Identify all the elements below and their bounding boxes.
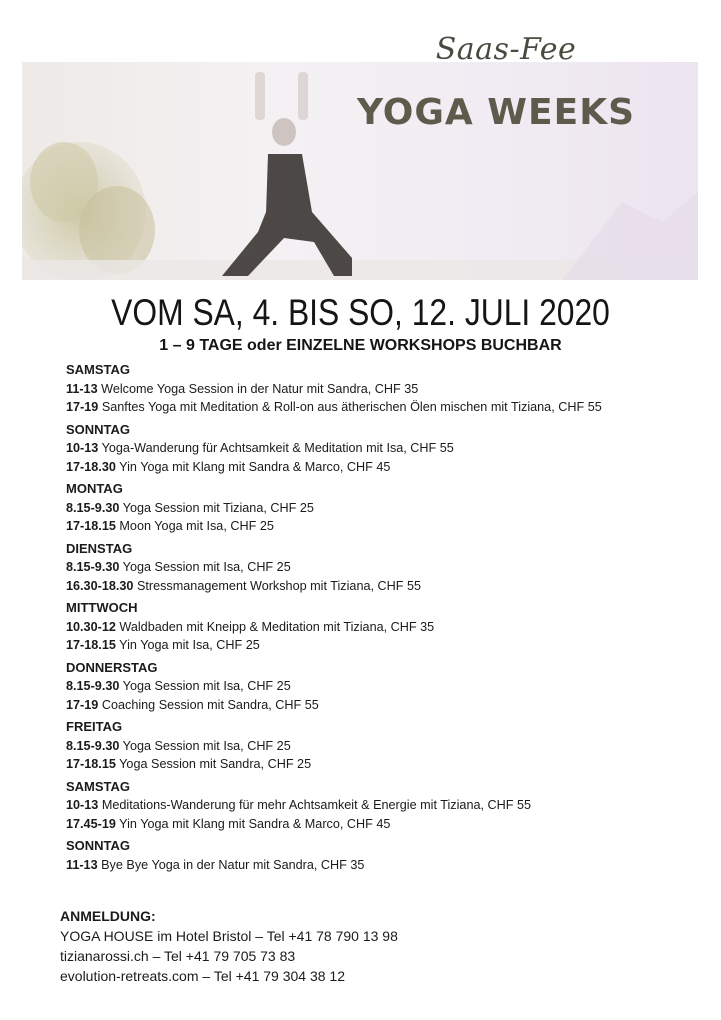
schedule-day xyxy=(66,599,686,655)
session-time: 11-13 xyxy=(66,380,98,396)
brand-title: YOGA WEEKS xyxy=(356,92,636,133)
session-time: 17-18.15 xyxy=(66,756,116,771)
session-time: 17-19 xyxy=(66,696,99,712)
schedule-day xyxy=(66,421,686,477)
session-time: 10-13 xyxy=(66,440,99,455)
session-row xyxy=(66,398,655,417)
booking-subline: 1 – 9 TAGE oder EINZELNE WORKSHOPS BUCHBAR xyxy=(159,337,562,354)
schedule-day xyxy=(66,659,686,715)
day-heading: SONNTAG xyxy=(66,838,131,853)
session-description: Yoga-Wanderung für Achtsamkeit & Meditation mit Isa, CHF 55 xyxy=(101,440,454,455)
session-time: 17-19 xyxy=(66,399,99,414)
schedule xyxy=(66,361,686,878)
session-row xyxy=(66,815,655,834)
schedule-day xyxy=(66,837,686,874)
session-description: Yoga Session mit Sandra, CHF 25 xyxy=(119,756,312,771)
registration-line: YOGA HOUSE im Hotel Bristol – Tel +41 78 790 13 98 xyxy=(60,928,398,944)
day-heading: SAMSTAG xyxy=(66,778,131,794)
session-description: Yoga Session mit Isa, CHF 25 xyxy=(122,559,291,574)
session-time: 8.15-9.30 xyxy=(66,737,120,753)
schedule-day xyxy=(66,540,686,596)
session-time: 11-13 xyxy=(66,856,98,872)
session-description: Yin Yoga mit Klang mit Sandra & Marco, CHF 45 xyxy=(119,815,391,831)
session-description: Bye Bye Yoga in der Natur mit Sandra, CHF 35 xyxy=(101,856,365,872)
session-row xyxy=(66,696,655,715)
session-time: 8.15-9.30 xyxy=(66,678,120,693)
session-row xyxy=(66,558,655,577)
session-row xyxy=(66,439,655,458)
session-row xyxy=(66,577,655,596)
session-row xyxy=(66,755,655,774)
session-time: 10.30-12 xyxy=(66,618,116,634)
session-description: Coaching Session mit Sandra, CHF 55 xyxy=(101,696,319,712)
session-description: Waldbaden mit Kneipp & Meditation mit Tiziana, CHF 35 xyxy=(119,618,435,634)
session-description: Stressmanagement Workshop mit Tiziana, CHF 55 xyxy=(136,577,422,593)
session-description: Yoga Session mit Tiziana, CHF 25 xyxy=(122,499,314,515)
session-description: Moon Yoga mit Isa, CHF 25 xyxy=(119,518,274,533)
session-row xyxy=(66,517,655,536)
session-time: 17.45-19 xyxy=(66,815,116,831)
day-heading: SONNTAG xyxy=(66,421,131,437)
session-time: 8.15-9.30 xyxy=(66,499,120,515)
session-description: Yin Yoga mit Isa, CHF 25 xyxy=(119,637,260,652)
day-heading: FREITAG xyxy=(66,719,123,734)
day-heading: MITTWOCH xyxy=(66,600,138,615)
day-heading: MONTAG xyxy=(66,481,123,496)
session-description: Yoga Session mit Isa, CHF 25 xyxy=(122,678,291,693)
day-heading: DIENSTAG xyxy=(66,540,133,556)
yogi-figure xyxy=(222,72,352,276)
session-description: Yoga Session mit Isa, CHF 25 xyxy=(122,737,291,753)
session-time: 16.30-18.30 xyxy=(66,577,134,593)
registration xyxy=(60,906,560,986)
session-row xyxy=(66,677,655,696)
day-heading: SAMSTAG xyxy=(66,362,131,377)
session-time: 17-18.15 xyxy=(66,637,116,652)
session-row xyxy=(66,380,655,399)
session-time: 8.15-9.30 xyxy=(66,559,120,574)
session-row xyxy=(66,636,655,655)
session-description: Yin Yoga mit Klang mit Sandra & Marco, CHF 45 xyxy=(119,458,391,474)
registration-line: evolution-retreats.com – Tel +41 79 304 38 12 xyxy=(60,968,345,984)
registration-title: ANMELDUNG: xyxy=(60,908,156,924)
session-time: 17-18.15 xyxy=(66,518,116,533)
session-time: 17-18.30 xyxy=(66,458,116,474)
session-description: Meditations-Wanderung für mehr Achtsamkeit & Energie mit Tiziana, CHF 55 xyxy=(101,797,532,812)
session-row xyxy=(66,796,655,815)
session-row xyxy=(66,618,655,637)
registration-line: tizianarossi.ch – Tel +41 79 705 73 83 xyxy=(60,948,296,964)
session-description: Welcome Yoga Session in der Natur mit Sandra, CHF 35 xyxy=(101,380,419,396)
session-row xyxy=(66,737,655,756)
brand-script: Saas-Fee xyxy=(435,32,577,67)
event-dates-headline: VOM SA, 4. BIS SO, 12. JULI 2020 xyxy=(111,292,610,333)
day-heading: DONNERSTAG xyxy=(66,659,158,675)
schedule-day xyxy=(66,778,686,834)
session-description: Sanftes Yoga mit Meditation & Roll-on aus ätherischen Ölen mischen mit Tiziana, CHF 55 xyxy=(101,399,602,414)
session-row xyxy=(66,499,655,518)
schedule-day xyxy=(66,480,686,536)
session-time: 10-13 xyxy=(66,797,99,812)
session-row xyxy=(66,856,655,875)
schedule-day xyxy=(66,718,686,774)
schedule-day xyxy=(66,361,686,417)
session-row xyxy=(66,458,655,477)
